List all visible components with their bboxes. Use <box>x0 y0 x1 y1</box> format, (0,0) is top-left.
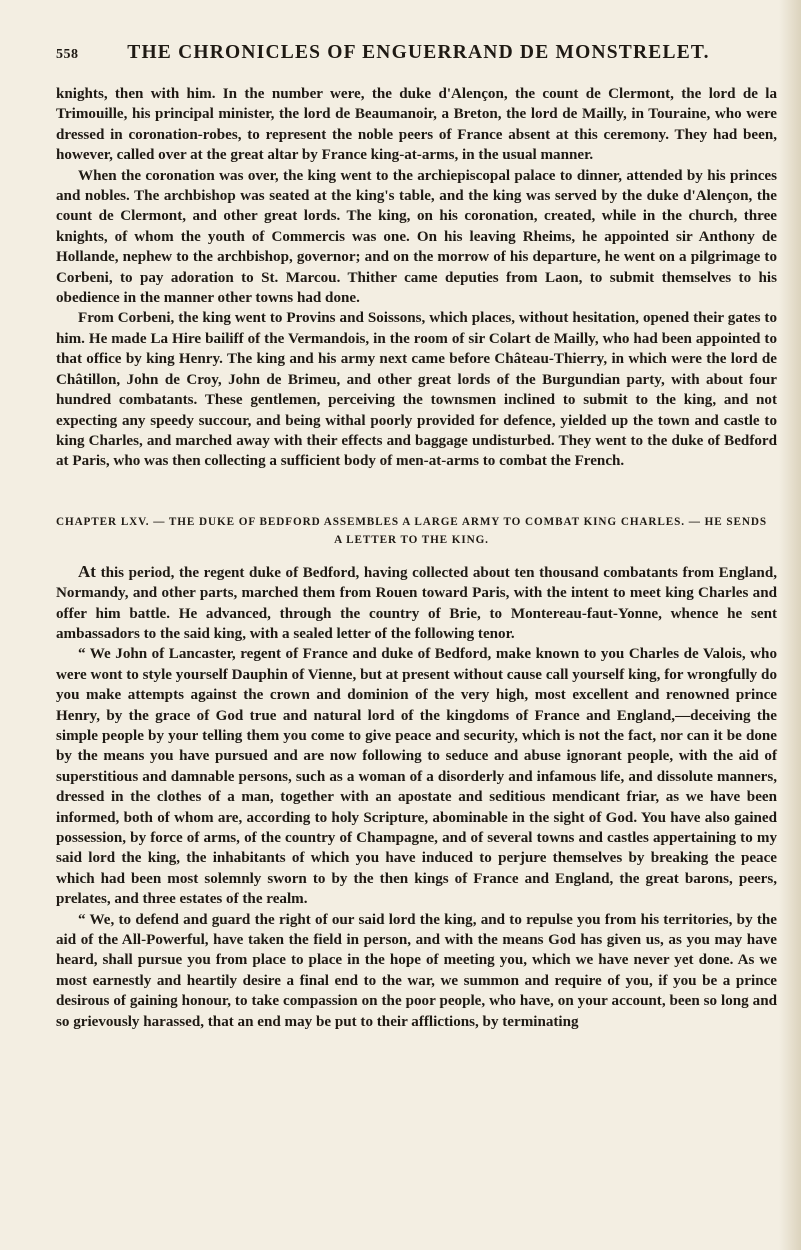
paragraph: From Corbeni, the king went to Provins and Soissons, which places, without hesitation, opened their gates to him. He made La Hire bailiff of the Vermandois, in the room of sir Colart de Mailly, who had been appointed to that office by king Henry. The king and his army next came before Château-Thierry, in which were the lord de Châtillon, John de Croy, John de Brimeu, and other great lords of the Burgundian party, with about four hundred combatants. These gentlemen, perceiving the townsmen inclined to submit to the king, and not expecting any speedy succour, and being withal poorly provided for defence, yielded up the town and castle to king Charles, and marched away with their effects and baggage undisturbed. They went to the duke of Bedford at Paris, who was then collecting a sufficient body of men-at-arms to combat the French. <box>56 310 777 470</box>
chapter-first-word: At <box>78 561 96 581</box>
running-head <box>56 42 777 72</box>
paragraph: knights, then with him. In the number were, the duke d'Alençon, the count de Clermont, the lord de la Trimouille, his principal minister, the lord de Beaumanoir, a Breton, the lord de Mailly, in Touraine, who were dressed in coronation-robes, to represent the noble peers of France absent at this ceremony. They had been, however, called over at the great altar by France king-at-arms, in the usual manner. <box>56 86 777 164</box>
chapter-opening-paragraph <box>56 562 777 645</box>
body-text <box>56 84 777 1032</box>
paragraph: When the coronation was over, the king went to the archiepiscopal palace to dinner, attended by his princes and nobles. The archbishop was seated at the king's table, and the king was served by the duke d'Alençon, the count de Clermont, and other great lords. The king, on his coronation, created, while in the church, three knights, of whom the youth of Commercis was one. On his leaving Rheims, he appointed sir Anthony de Hollande, nephew to the archbishop, governor; and on the morrow of his departure, he went on a pilgrimage to Corbeni, to pay adoration to St. Marcou. Thither came deputies from Laon, to submit themselves to his obedience in the manner other towns had done. <box>56 167 777 307</box>
paragraph: “ We, to defend and guard the right of our said lord the king, and to repulse you from his territories, by the aid of the All-Powerful, have taken the field in person, and with the means God has given us, as you may have heard, shall pursue you from place to place in the hope of meeting you, which we have never yet done. As we most earnestly and heartily desire a final end to the war, we summon and require of you, if you be a prince desirous of gaining honour, to take compassion on the poor people, who have, on your account, been so long and so grievously harassed, that an end may be put to their afflictions, by terminating <box>56 911 777 1030</box>
page-edge-shadow <box>779 0 801 1250</box>
chapter-opening-text: this period, the regent duke of Bedford, having collected about ten thousand combatants from England, Normandy, and other parts, marched them from Rouen toward Paris, with the intent to meet king Charles and offer him battle. He advanced, through the country of Brie, to Montereau-faut-Yonne, whence he sent ambassadors to the said king, with a sealed letter of the following tenor. <box>56 564 777 642</box>
page-number: 558 <box>56 47 79 62</box>
chapter-heading: CHAPTER LXV. — THE DUKE OF BEDFORD ASSEMBLES A LARGE ARMY TO COMBAT KING CHARLES. — HE SENDS A LETTER TO THE KING. <box>56 515 767 546</box>
running-title: THE CHRONICLES OF ENGUERRAND DE MONSTRELET. <box>127 42 710 63</box>
paragraph: “ We John of Lancaster, regent of France and duke of Bedford, make known to you Charles de Valois, who were wont to style yourself Dauphin of Vienne, but at present without cause call yourself king, for wrongfully do you make attempts against the crown and dominion of the very high, most excellent and renowned prince Henry, by the grace of God true and natural lord of the kingdoms of France and England,—deceiving the simple people by your telling them you come to give peace and security, which is not the fact, nor can it be done by the means you have pursued and are now following to seduce and abuse ignorant people, with the aid of superstitious and damnable persons, such as a woman of a disorderly and infamous life, and dissolute manners, dressed in the clothes of a man, together with an apostate and seditious mendicant friar, as we have been informed, both of whom are, according to holy Scripture, abominable in the sight of God. You have also gained possession, by force of arms, of the country of Champagne, and of several towns and castles appertaining to my said lord the king, the inhabitants of which you have induced to perjure themselves by breaking the peace which had been most solemnly sworn to by the then kings of France and England, the great barons, peers, prelates, and three estates of the realm. <box>56 646 777 908</box>
